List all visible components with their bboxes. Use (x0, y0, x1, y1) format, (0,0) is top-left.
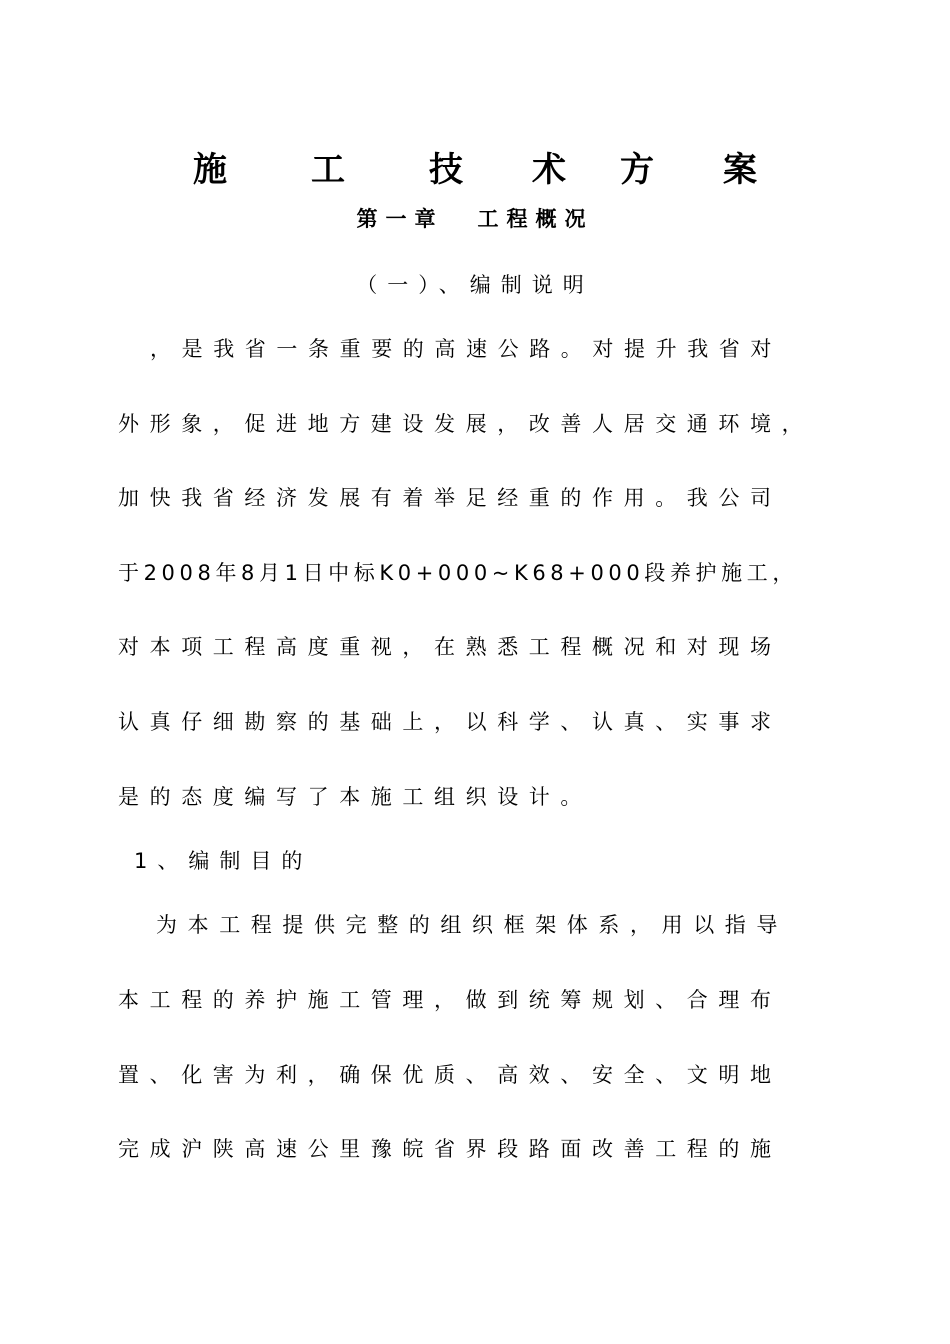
title-char: 案 (723, 150, 757, 190)
paragraph-line: ，是我省一条重要的高速公路。对提升我省对 (150, 337, 782, 361)
title-char: 方 (620, 150, 654, 190)
paragraph-line: 本工程的养护施工管理，做到统筹规划、合理布 (118, 988, 782, 1012)
title-char: 工 (311, 150, 345, 190)
paragraph-line: 加快我省经济发展有着举足经重的作用。我公司 (118, 486, 782, 510)
title-char: 技 (429, 150, 463, 190)
chapter-name: 工程概况 (477, 207, 594, 231)
title-char: 术 (532, 150, 566, 190)
paragraph-line: 外形象，促进地方建设发展，改善人居交通环境， (118, 412, 814, 436)
paragraph-line: 对本项工程高度重视，在熟悉工程概况和对现场 (118, 635, 782, 659)
sub-heading: 1、编制目的 (134, 849, 313, 873)
section-heading: （一）、编制说明 (356, 273, 594, 297)
paragraph-line: 认真仔细勘察的基础上，以科学、认真、实事求 (118, 710, 782, 734)
document-title (0, 142, 950, 198)
paragraph-line: 为本工程提供完整的组织框架体系，用以指导 (156, 913, 788, 937)
chapter-heading (0, 200, 950, 238)
paragraph-line: 置、化害为利，确保优质、高效、安全、文明地 (118, 1063, 782, 1087)
title-char: 施 (193, 150, 227, 190)
paragraph-line: 完成沪陕高速公里豫皖省界段路面改善工程的施 (118, 1137, 782, 1161)
paragraph-line: 是的态度编写了本施工组织设计。 (118, 785, 592, 809)
chapter-number: 第一章 (356, 207, 444, 231)
paragraph-line: 于2008年8月1日中标K0+000~K68+000段养护施工， (118, 561, 798, 585)
